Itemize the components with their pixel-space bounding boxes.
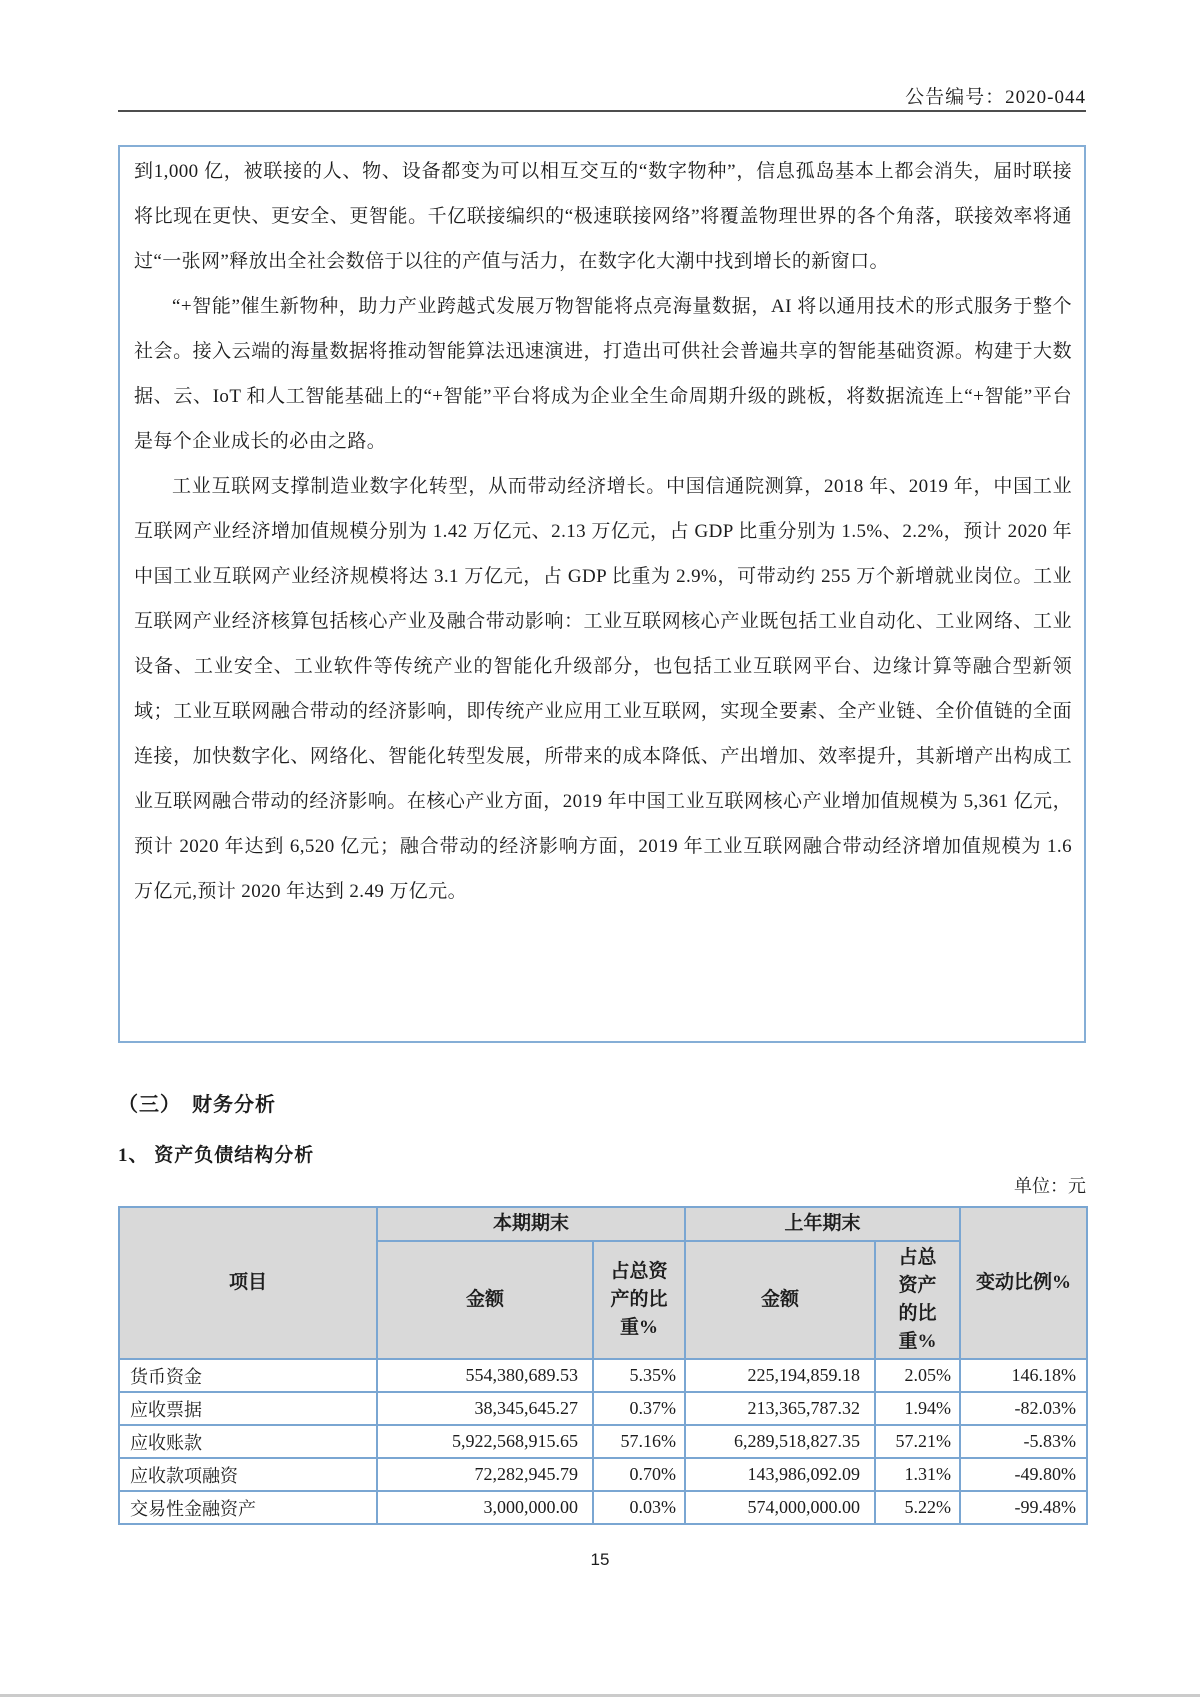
table-row — [119, 1392, 1087, 1425]
cell-change-ratio: 146.18% — [960, 1359, 1087, 1392]
cell-current-amount: 5,922,568,915.65 — [377, 1425, 593, 1458]
subsection-heading-balance-structure: 1、 资产负债结构分析 — [118, 1145, 315, 1166]
paragraph-connections: 到1,000 亿，被联接的人、物、设备都变为可以相互交互的“数字物种”，信息孤岛基本上都会消失，届时联接将比现在更快、更安全、更智能。千亿联接编织的“极速联接网络”将覆盖物理世界的各个角落，联接效率将通过“一张网”释放出全社会数倍于以往的产值与活力，在数字化大潮中找到增长的新窗口。 — [134, 161, 1072, 272]
cell-item: 应收账款 — [119, 1425, 377, 1458]
cell-item: 应收款项融资 — [119, 1458, 377, 1491]
cell-prior-pct: 2.05% — [875, 1359, 960, 1392]
cell-current-amount: 3,000,000.00 — [377, 1491, 593, 1524]
cell-current-pct: 0.37% — [593, 1392, 685, 1425]
page-number: 15 — [590, 1550, 610, 1569]
cell-prior-pct: 1.31% — [875, 1458, 960, 1491]
cell-change-ratio: -99.48% — [960, 1491, 1087, 1524]
cell-current-amount: 38,345,645.27 — [377, 1392, 593, 1425]
cell-change-ratio: -49.80% — [960, 1458, 1087, 1491]
body-text-box — [118, 145, 1086, 1043]
cell-current-amount: 554,380,689.53 — [377, 1359, 593, 1392]
col-header-amount-prior: 金额 — [685, 1241, 875, 1359]
cell-item: 应收票据 — [119, 1392, 377, 1425]
col-group-current-period: 本期期末 — [377, 1207, 685, 1241]
cell-prior-amount: 6,289,518,827.35 — [685, 1425, 875, 1458]
table-row — [119, 1425, 1087, 1458]
cell-prior-pct: 57.21% — [875, 1425, 960, 1458]
table-row — [119, 1359, 1087, 1392]
col-header-item: 项目 — [119, 1207, 377, 1359]
cell-current-pct: 57.16% — [593, 1425, 685, 1458]
cell-current-pct: 0.70% — [593, 1458, 685, 1491]
cell-change-ratio: -5.83% — [960, 1425, 1087, 1458]
paragraph-industrial-internet: 工业互联网支撑制造业数字化转型，从而带动经济增长。中国信通院测算，2018 年、2019 年，中国工业互联网产业经济增加值规模分别为 1.42 万亿元、2.13 万亿元，占 GDP 比重分别为 1.5%、2.2%，预计 2020 年中国工业互联网产业经济规模将达 3.1 万亿元，占 GDP 比重为 2.9%，可带动约 255 万个新增就业岗位。工业互联网产业经济核算包括核心产业及融合带动影响：工业互联网核心产业既包括工业自动化、工业网络、工业设备、工业安全、工业软件等传统产业的智能化升级部分，也包括工业互联网平台、边缘计算等融合型新领域；工业互联网融合带动的经济影响，即传统产业应用工业互联网，实现全要素、全产业链、全价值链的全面连接，加快数字化、网络化、智能化转型发展，所带来的成本降低、产出增加、效率提升，其新增产出构成工业互联网融合带动的经济影响。在核心产业方面，2019 年中国工业互联网核心产业增加值规模为 5,361 亿元，预计 2020 年达到 6,520 亿元；融合带动的经济影响方面，2019 年工业互联网融合带动经济增加值规模为 1.6 万亿元,预计 2020 年达到 2.49 万亿元。 — [134, 476, 1072, 902]
cell-prior-pct: 5.22% — [875, 1491, 960, 1524]
cell-item: 交易性金融资产 — [119, 1491, 377, 1524]
cell-prior-amount: 225,194,859.18 — [685, 1359, 875, 1392]
cell-prior-amount: 574,000,000.00 — [685, 1491, 875, 1524]
cell-item: 货币资金 — [119, 1359, 377, 1392]
col-group-prior-period: 上年期末 — [685, 1207, 960, 1241]
section-heading-financial-analysis: （三） 财务分析 — [118, 1094, 276, 1116]
col-header-change-ratio: 变动比例% — [960, 1207, 1087, 1359]
cell-current-pct: 5.35% — [593, 1359, 685, 1392]
cell-prior-amount: 213,365,787.32 — [685, 1392, 875, 1425]
paragraph-plus-intelligence: “+智能”催生新物种，助力产业跨越式发展万物智能将点亮海量数据，AI 将以通用技术的形式服务于整个社会。接入云端的海量数据将推动智能算法迅速演进，打造出可供社会普遍共享的智能基础资源。构建于大数据、云、IoT 和人工智能基础上的“+智能”平台将成为企业全生命周期升级的跳板，将数据流连上“+智能”平台是每个企业成长的必由之路。 — [134, 296, 1072, 452]
table-row — [119, 1458, 1087, 1491]
cell-change-ratio: -82.03% — [960, 1392, 1087, 1425]
cell-current-amount: 72,282,945.79 — [377, 1458, 593, 1491]
header-divider — [118, 110, 1086, 112]
unit-label: 单位：元 — [1014, 1176, 1086, 1196]
table-row — [119, 1491, 1087, 1524]
col-header-amount-current: 金额 — [377, 1241, 593, 1359]
cell-prior-pct: 1.94% — [875, 1392, 960, 1425]
col-header-pct-prior: 占总资产的比重% — [875, 1241, 960, 1359]
cell-current-pct: 0.03% — [593, 1491, 685, 1524]
announcement-number: 公告编号：2020-044 — [905, 87, 1086, 108]
cell-prior-amount: 143,986,092.09 — [685, 1458, 875, 1491]
col-header-pct-current: 占总资产的比重% — [593, 1241, 685, 1359]
balance-structure-table — [118, 1206, 1088, 1525]
